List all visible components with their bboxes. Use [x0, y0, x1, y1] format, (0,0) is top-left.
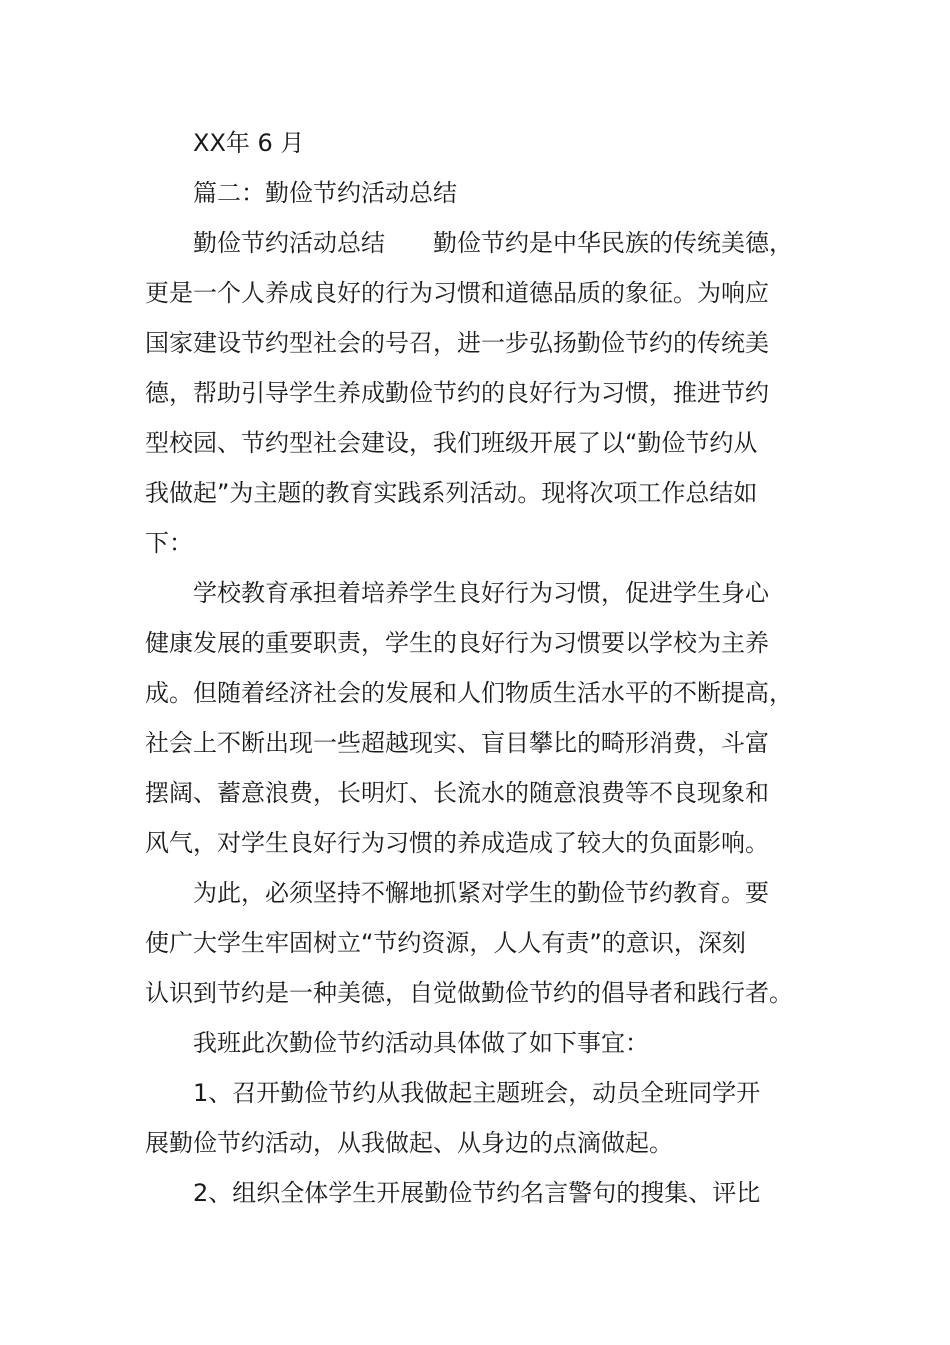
list-item-line: 1、召开勤俭节约从我做起主题班会，动员全班同学开	[193, 1079, 761, 1107]
paragraph-line: 社会上不断出现一些超越现实、盲目攀比的畸形消费，斗富	[145, 729, 769, 757]
paragraph-line: 健康发展的重要职责，学生的良好行为习惯要以学校为主养	[145, 629, 769, 657]
paragraph-line: 勤俭节约活动总结 勤俭节约是中华民族的传统美德，	[193, 229, 793, 257]
paragraph-line: 德，帮助引导学生养成勤俭节约的良好行为习惯，推进节约	[145, 379, 769, 407]
paragraph-line: 型校园、节约型社会建设，我们班级开展了以“勤俭节约从	[145, 429, 758, 457]
paragraph-line: 摆阔、蓄意浪费，长明灯、长流水的随意浪费等不良现象和	[145, 779, 769, 807]
paragraph-line: 为此，必须坚持不懈地抓紧对学生的勤俭节约教育。要	[193, 879, 769, 907]
section-title: 篇二：勤俭节约活动总结	[193, 179, 457, 207]
paragraph-line: 国家建设节约型社会的号召，进一步弘扬勤俭节约的传统美	[145, 329, 769, 357]
paragraph-line: 成。但随着经济社会的发展和人们物质生活水平的不断提高，	[145, 679, 793, 707]
paragraph-line: 学校教育承担着培养学生良好行为习惯，促进学生身心	[193, 579, 769, 607]
paragraph-line: 认识到节约是一种美德，自觉做勤俭节约的倡导者和践行者。	[145, 979, 793, 1007]
list-item-line: 展勤俭节约活动，从我做起、从身边的点滴做起。	[145, 1129, 673, 1157]
paragraph-line: 下：	[145, 529, 193, 557]
paragraph-line: 更是一个人养成良好的行为习惯和道德品质的象征。为响应	[145, 279, 769, 307]
paragraph-line: 使广大学生牢固树立“节约资源，人人有责”的意识，深刻	[145, 929, 746, 957]
date-line: XX年 6 月	[193, 129, 305, 157]
list-item-line: 2、组织全体学生开展勤俭节约名言警句的搜集、评比	[193, 1179, 761, 1207]
paragraph-line: 我做起”为主题的教育实践系列活动。现将次项工作总结如	[145, 479, 758, 507]
paragraph-line: 风气，对学生良好行为习惯的养成造成了较大的负面影响。	[145, 829, 769, 857]
paragraph-line: 我班此次勤俭节约活动具体做了如下事宜：	[193, 1029, 649, 1057]
